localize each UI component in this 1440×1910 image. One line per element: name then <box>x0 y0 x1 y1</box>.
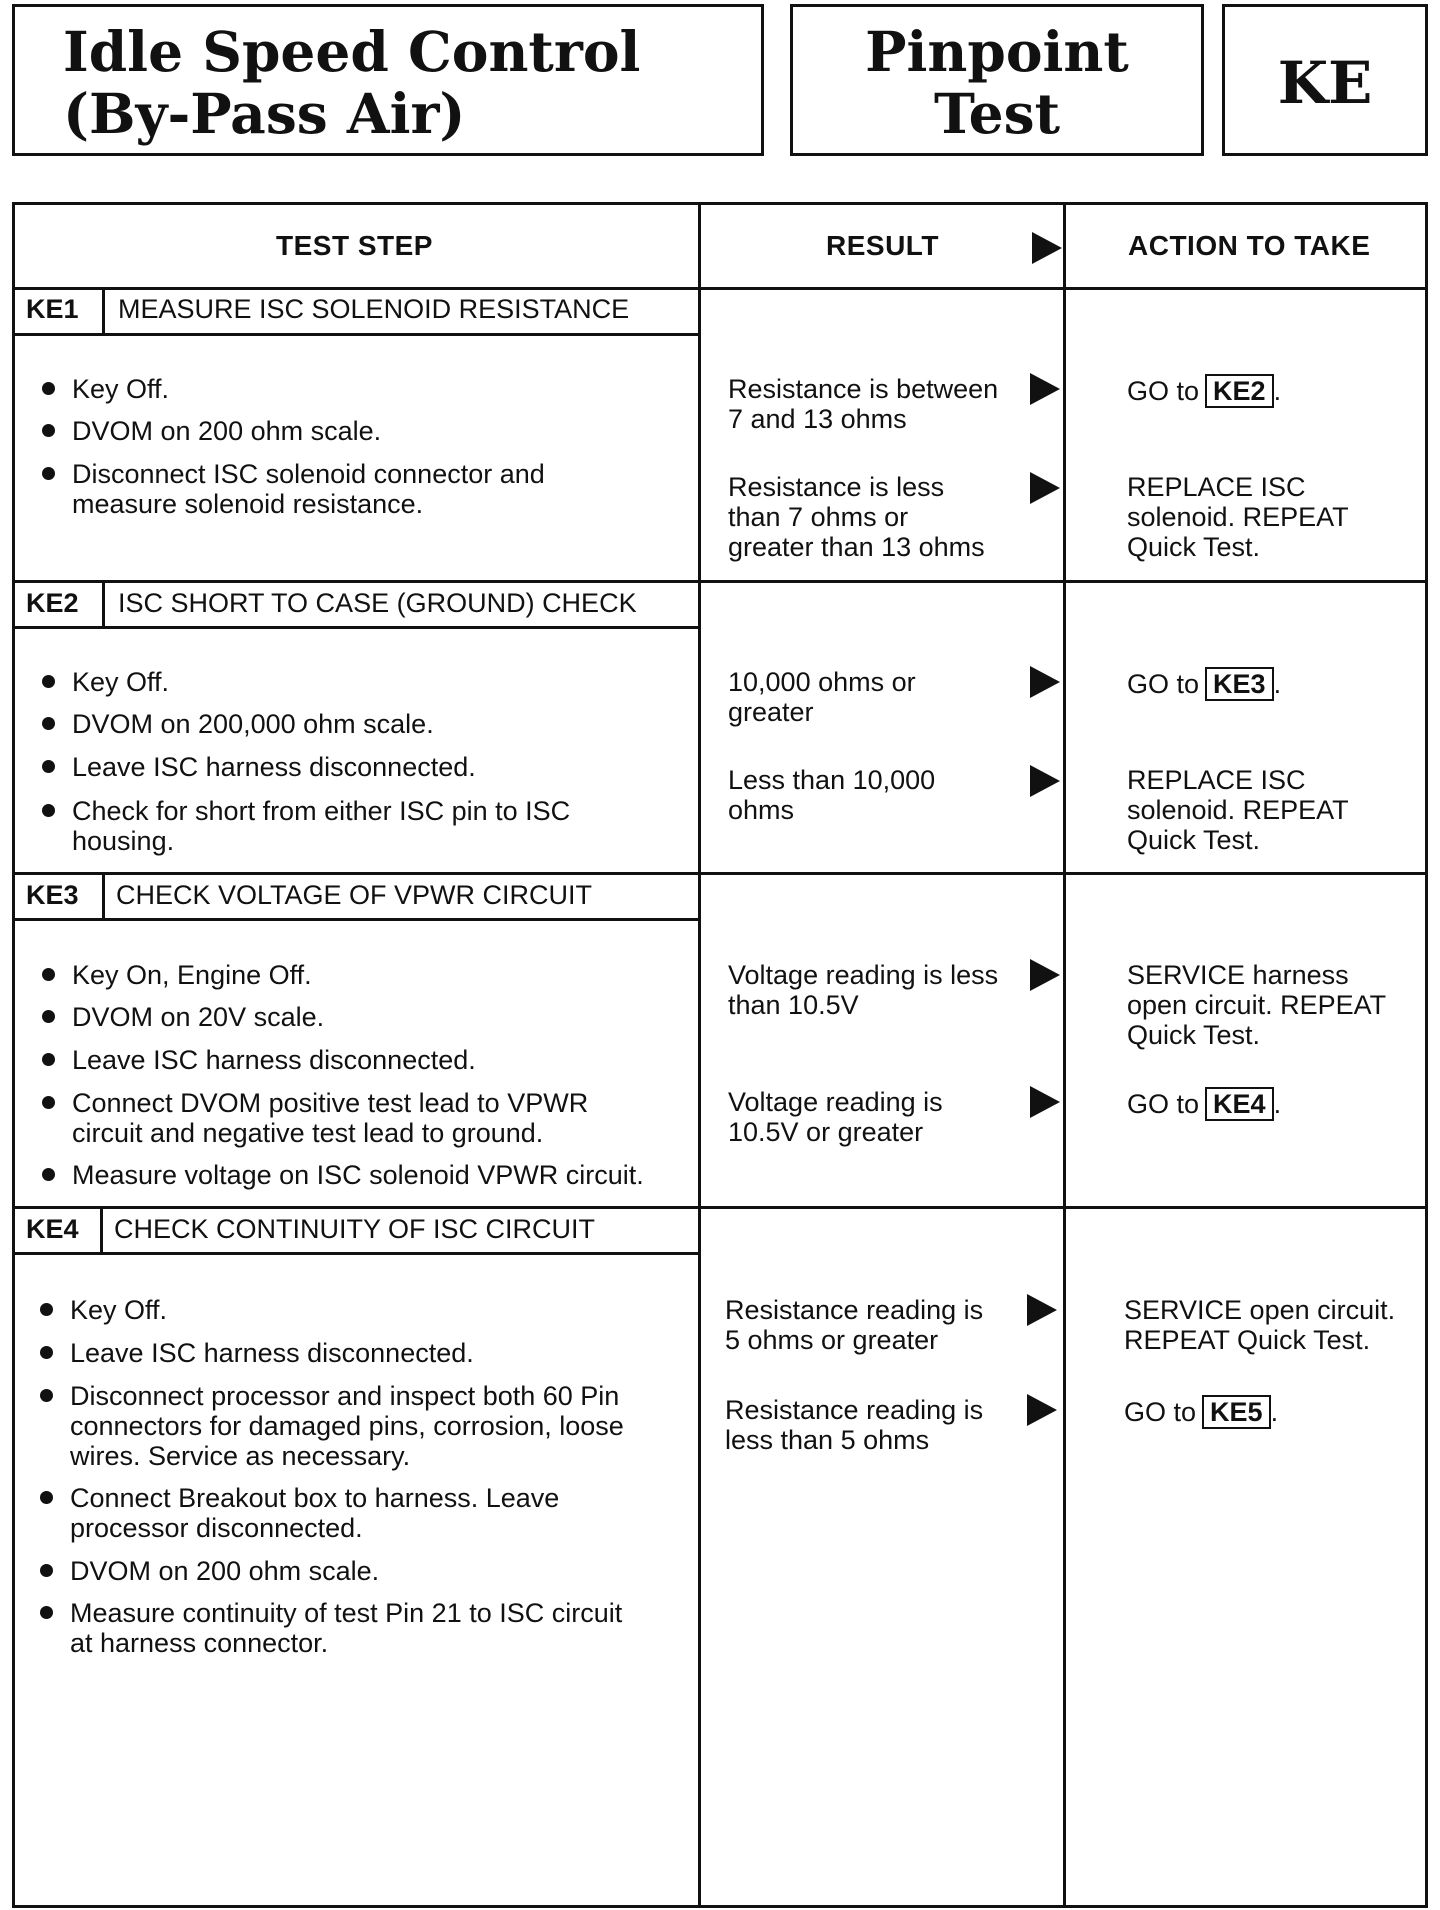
col-header-action: ACTION TO TAKE <box>1128 230 1371 261</box>
result-text: Resistance is less than 7 ohms or greater than 13 ohms <box>728 472 985 562</box>
bullet-icon <box>42 1010 55 1023</box>
bullet-item: Disconnect ISC solenoid connector and measure solenoid resistance. <box>42 459 682 519</box>
bullet-item: Measure continuity of test Pin 21 to ISC circuit at harness connector. <box>40 1598 690 1658</box>
result-text: 10,000 ohms or greater <box>728 667 916 727</box>
action-text: REPLACE ISC solenoid. REPEAT Quick Test. <box>1127 765 1349 855</box>
bullet-icon <box>40 1389 53 1402</box>
step-title-line <box>12 918 700 921</box>
step-id-divider <box>102 873 105 921</box>
bullet-icon <box>42 760 55 773</box>
bullet-item: DVOM on 200 ohm scale. <box>42 416 682 446</box>
result-arrow-icon <box>1030 765 1060 797</box>
bullet-item: Key On, Engine Off. <box>42 960 682 990</box>
bullet-item: DVOM on 200,000 ohm scale. <box>42 709 682 739</box>
header-row-line <box>12 287 1428 290</box>
page-title <box>63 21 640 145</box>
result-arrow-icon <box>1030 666 1060 698</box>
step-title-line <box>12 626 700 629</box>
title-line-1: Idle Speed Control <box>63 19 641 84</box>
action-text: REPLACE ISC solenoid. REPEAT Quick Test. <box>1127 472 1349 562</box>
code-box <box>1222 4 1428 156</box>
result-arrow-icon <box>1030 373 1060 405</box>
step-ref-link[interactable]: KE2 <box>1205 374 1274 408</box>
bullet-item: Connect Breakout box to harness. Leave processor disconnected. <box>40 1483 690 1543</box>
result-text: Voltage reading is less than 10.5V <box>728 960 999 1020</box>
step-ref-link[interactable]: KE3 <box>1205 667 1274 701</box>
bullet-item: DVOM on 200 ohm scale. <box>40 1556 690 1586</box>
bullet-icon <box>42 467 55 480</box>
col-header-test-step: TEST STEP <box>276 230 433 261</box>
step-title-line <box>12 1252 700 1255</box>
bullet-icon <box>40 1606 53 1619</box>
divider-action-col <box>1063 202 1066 1908</box>
result-arrow-icon <box>1030 1086 1060 1118</box>
bullet-item: Leave ISC harness disconnected. <box>42 752 682 782</box>
result-text: Less than 10,000 ohms <box>728 765 936 825</box>
bullet-item: Disconnect processor and inspect both 60 Pin connectors for damaged pins, corrosion, loose wires. Service as necessary. <box>40 1381 690 1471</box>
step-id: KE4 <box>26 1214 79 1244</box>
step-id-divider <box>100 1207 103 1255</box>
header-arrow-icon <box>1032 232 1062 264</box>
step-title: CHECK VOLTAGE OF VPWR CIRCUIT <box>116 880 593 910</box>
result-text: Voltage reading is 10.5V or greater <box>728 1087 943 1147</box>
bullet-icon <box>42 1053 55 1066</box>
bullet-icon <box>42 968 55 981</box>
bullet-item: Measure voltage on ISC solenoid VPWR circuit. <box>42 1160 692 1190</box>
bullet-icon <box>42 1168 55 1181</box>
step-title-line <box>12 333 700 336</box>
bullet-icon <box>42 382 55 395</box>
title-line-2: (By-Pass Air) <box>63 81 466 146</box>
section-divider <box>12 1206 1428 1209</box>
bullet-icon <box>42 804 55 817</box>
action-goto: GO to KE2 . <box>1127 376 1282 406</box>
step-id: KE3 <box>26 880 79 910</box>
bullet-icon <box>40 1346 53 1359</box>
step-title: CHECK CONTINUITY OF ISC CIRCUIT <box>114 1214 596 1244</box>
bullet-item: Key Off. <box>42 667 682 697</box>
title-box <box>12 4 764 156</box>
result-arrow-icon <box>1030 472 1060 504</box>
step-id-divider <box>102 581 105 629</box>
test-type-box <box>790 4 1204 156</box>
result-arrow-icon <box>1030 959 1060 991</box>
bullet-item: Check for short from either ISC pin to ISC housing. <box>42 796 682 856</box>
bullet-icon <box>42 1096 55 1109</box>
result-text: Resistance reading is less than 5 ohms <box>725 1395 984 1455</box>
bullet-item: Key Off. <box>42 374 682 404</box>
step-ref-link[interactable]: KE5 <box>1202 1395 1271 1429</box>
step-id: KE1 <box>26 294 79 324</box>
result-text: Resistance reading is 5 ohms or greater <box>725 1295 984 1355</box>
bullet-item: Leave ISC harness disconnected. <box>42 1045 682 1075</box>
divider-result-col <box>698 202 701 1908</box>
col-header-result: RESULT <box>826 230 939 261</box>
test-type-line-2: Test <box>934 81 1060 146</box>
test-code: KE <box>1277 49 1373 117</box>
bullet-item: Key Off. <box>40 1295 690 1325</box>
bullet-item: Connect DVOM positive test lead to VPWR circuit and negative test lead to ground. <box>42 1088 682 1148</box>
result-text: Resistance is between 7 and 13 ohms <box>728 374 999 434</box>
test-type-line-1: Pinpoint <box>865 19 1129 84</box>
step-ref-link[interactable]: KE4 <box>1205 1087 1274 1121</box>
bullet-icon <box>42 424 55 437</box>
step-id-divider <box>102 288 105 336</box>
action-text: SERVICE harness open circuit. REPEAT Quick Test. <box>1127 960 1387 1050</box>
step-id: KE2 <box>26 588 79 618</box>
step-title: MEASURE ISC SOLENOID RESISTANCE <box>118 294 630 324</box>
step-title: ISC SHORT TO CASE (GROUND) CHECK <box>118 588 637 618</box>
bullet-icon <box>42 675 55 688</box>
bullet-item: DVOM on 20V scale. <box>42 1002 682 1032</box>
action-text: SERVICE open circuit. REPEAT Quick Test. <box>1124 1295 1396 1355</box>
action-goto: GO to KE5 . <box>1124 1397 1279 1427</box>
bullet-item: Leave ISC harness disconnected. <box>40 1338 690 1368</box>
bullet-icon <box>40 1303 53 1316</box>
result-arrow-icon <box>1027 1394 1057 1426</box>
section-divider <box>12 580 1428 583</box>
bullet-icon <box>40 1491 53 1504</box>
bullet-icon <box>40 1564 53 1577</box>
bullet-icon <box>42 717 55 730</box>
section-divider <box>12 872 1428 875</box>
result-arrow-icon <box>1027 1294 1057 1326</box>
action-goto: GO to KE4 . <box>1127 1089 1282 1119</box>
test-type <box>793 21 1201 145</box>
action-goto: GO to KE3 . <box>1127 669 1282 699</box>
